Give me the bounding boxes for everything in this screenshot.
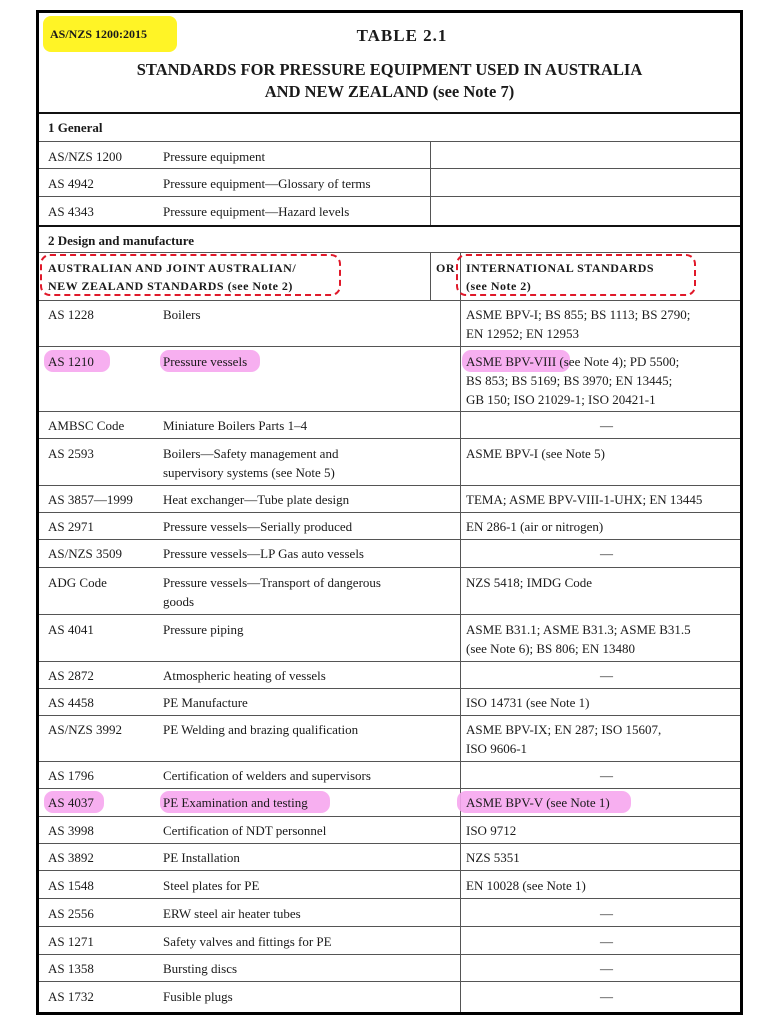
rule (39, 300, 740, 301)
row-international: ASME BPV-IX; EN 287; ISO 15607, (466, 722, 662, 737)
rule (39, 761, 740, 762)
row-international: — (600, 989, 613, 1004)
row-code: AS 1732 (48, 989, 94, 1004)
row-title: Pressure vessels—Serially produced (163, 519, 353, 534)
row-international: NZS 5351 (466, 850, 520, 865)
row-code: AS 1210 (48, 354, 94, 369)
rule (39, 843, 740, 844)
row-title-continuation: supervisory systems (see Note 5) (163, 465, 335, 480)
rule (39, 252, 740, 253)
reference-continuation: (see Note 4); PD 5500; (556, 354, 680, 369)
row-code: AS 4343 (48, 204, 94, 219)
row-code: AS 4458 (48, 695, 94, 710)
section-heading-general: 1 General (48, 120, 103, 135)
row-code: AS 4041 (48, 622, 94, 637)
rule (39, 141, 740, 142)
row-international: GB 150; ISO 21029-1; ISO 20421-1 (466, 392, 656, 407)
table-title-line-2: AND NEW ZEALAND (see Note 7) (264, 82, 515, 101)
row-international: ISO 9712 (466, 823, 517, 838)
row-title: Bursting discs (163, 961, 238, 976)
rule (39, 981, 740, 982)
row-title: Certification of welders and supervisors (163, 768, 371, 783)
row-international: ASME BPV-V (see Note 1) (466, 795, 610, 810)
row-title: ERW steel air heater tubes (163, 906, 301, 921)
rule (39, 788, 740, 789)
row-international: — (600, 934, 613, 949)
row-code: AS 2593 (48, 446, 94, 461)
rule (39, 512, 740, 513)
row-code: AS 3857—1999 (48, 492, 133, 507)
section-heading-design: 2 Design and manufacture (48, 233, 195, 248)
row-code: AMBSC Code (48, 418, 125, 433)
rule (39, 225, 740, 227)
row-international: TEMA; ASME BPV-VIII-1-UHX; EN 13445 (466, 492, 703, 507)
table-title-line-1: STANDARDS FOR PRESSURE EQUIPMENT USED IN AUSTRALIA (136, 60, 643, 79)
row-code: AS 3892 (48, 850, 94, 865)
row-international: (see Note 6); BS 806; EN 13480 (466, 641, 635, 656)
row-code: ADG Code (48, 575, 107, 590)
row-code: AS 1271 (48, 934, 94, 949)
row-title: Certification of NDT personnel (163, 823, 327, 838)
rule (39, 898, 740, 899)
row-title: Miniature Boilers Parts 1–4 (163, 418, 308, 433)
row-title: PE Installation (163, 850, 240, 865)
table-bottom-border (36, 1012, 743, 1015)
row-code: AS 1228 (48, 307, 94, 322)
row-international: ASME BPV-I (see Note 5) (466, 446, 605, 461)
row-international: EN 12952; EN 12953 (466, 326, 580, 341)
row-title-continuation: goods (163, 594, 195, 609)
row-code: AS/NZS 1200 (48, 149, 123, 164)
rule (39, 485, 740, 486)
row-international: EN 286-1 (air or nitrogen) (466, 519, 604, 534)
table-number: TABLE 2.1 (356, 26, 448, 45)
row-title: PE Manufacture (163, 695, 248, 710)
row-international: — (600, 961, 613, 976)
row-code: AS 4942 (48, 176, 94, 191)
row-title: Heat exchanger—Tube plate design (163, 492, 350, 507)
row-international: ISO 14731 (see Note 1) (466, 695, 590, 710)
rule (39, 614, 740, 615)
row-international (466, 352, 679, 371)
row-international: — (600, 418, 613, 433)
row-title: PE Welding and brazing qualification (163, 722, 359, 737)
highlighted-reference: ASME BPV-VIII (466, 354, 557, 369)
table-frame (36, 10, 743, 1012)
row-international: EN 10028 (see Note 1) (466, 878, 586, 893)
rule (39, 539, 740, 540)
row-code: AS 1358 (48, 961, 94, 976)
row-title: Pressure equipment—Glossary of terms (163, 176, 371, 191)
rule (39, 926, 740, 927)
rule (39, 870, 740, 871)
rule (39, 196, 740, 197)
row-code: AS/NZS 3509 (48, 546, 123, 561)
row-title: Pressure vessels—Transport of dangerous (163, 575, 381, 590)
column-header-international: INTERNATIONAL STANDARDS (466, 261, 655, 275)
row-international: — (600, 546, 613, 561)
row-title: PE Examination and testing (163, 795, 308, 810)
row-international: — (600, 668, 613, 683)
row-code: AS 2556 (48, 906, 94, 921)
rule (39, 816, 740, 817)
column-header-australian: AUSTRALIAN AND JOINT AUSTRALIAN/ (48, 261, 297, 275)
row-international: BS 853; BS 5169; BS 3970; EN 13445; (466, 373, 673, 388)
row-international: — (600, 768, 613, 783)
row-title: Pressure equipment (163, 149, 266, 164)
row-title: Safety valves and fittings for PE (163, 934, 332, 949)
row-title: Pressure vessels—LP Gas auto vessels (163, 546, 364, 561)
rule (39, 688, 740, 689)
row-code: AS 2971 (48, 519, 94, 534)
rule (39, 168, 740, 169)
column-divider (430, 252, 431, 300)
rule (39, 346, 740, 347)
row-code: AS 2872 (48, 668, 94, 683)
row-title: Boilers—Safety management and (163, 446, 339, 461)
row-code: AS 3998 (48, 823, 94, 838)
row-title: Atmospheric heating of vessels (163, 668, 326, 683)
rule (39, 112, 740, 114)
row-code: AS/NZS 3992 (48, 722, 123, 737)
row-international: — (600, 906, 613, 921)
rule (39, 954, 740, 955)
row-code: AS 4037 (48, 795, 94, 810)
rule (39, 438, 740, 439)
row-international: NZS 5418; IMDG Code (466, 575, 593, 590)
row-code: AS 1548 (48, 878, 94, 893)
row-title: Pressure equipment—Hazard levels (163, 204, 350, 219)
row-title: Steel plates for PE (163, 878, 260, 893)
rule (39, 715, 740, 716)
row-title: Boilers (163, 307, 201, 322)
standard-code: AS/NZS 1200:2015 (50, 27, 148, 41)
row-title: Pressure piping (163, 622, 244, 637)
row-international: ASME B31.1; ASME B31.3; ASME B31.5 (466, 622, 691, 637)
rule (39, 661, 740, 662)
column-divider (430, 141, 431, 225)
column-header-australian-note: NEW ZEALAND STANDARDS (see Note 2) (48, 279, 293, 293)
row-title: Fusible plugs (163, 989, 233, 1004)
row-code: AS 1796 (48, 768, 94, 783)
row-international: ISO 9606-1 (466, 741, 528, 756)
rule (39, 411, 740, 412)
row-international: ASME BPV-I; BS 855; BS 1113; BS 2790; (466, 307, 691, 322)
row-title: Pressure vessels (163, 354, 248, 369)
column-header-international-note: (see Note 2) (466, 279, 532, 293)
or-label: OR (436, 261, 455, 275)
rule (39, 567, 740, 568)
